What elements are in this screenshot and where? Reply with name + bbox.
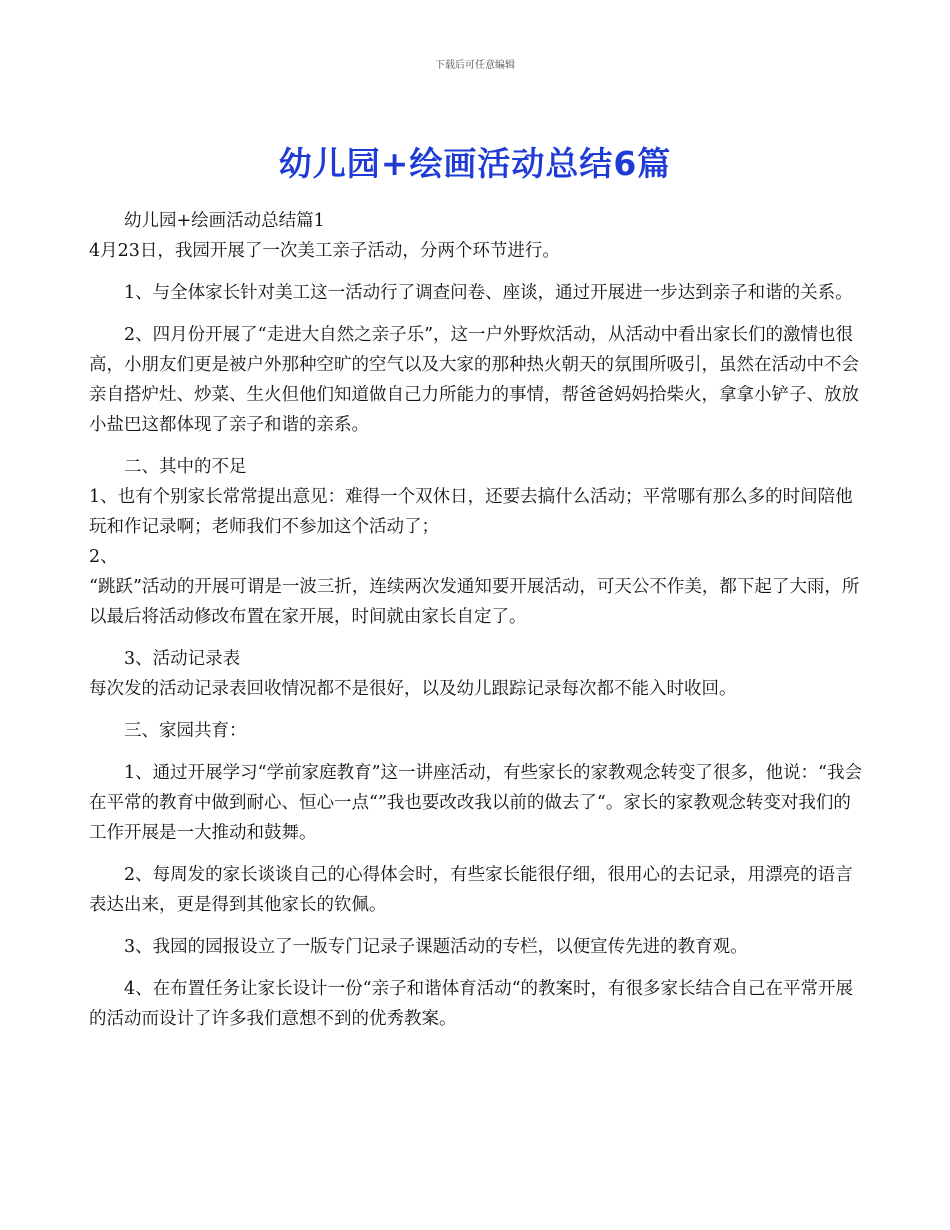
document-body	[89, 206, 865, 1034]
paragraph-item-2: 2、四月份开展了“走进大自然之亲子乐”，这一户外野炊活动，从活动中看出家长们的激情也很高，小朋友们更是被户外那种空旷的空气以及大家的那种热火朝天的氛围所吸引，虽然在活动中不会亲自搭炉灶、炒菜、生火但他们知道做自己力所能力的事情，帮爸爸妈妈拾柴火，拿拿小铲子、放放小盐巴这都体现了亲子和谐的亲系。	[89, 325, 859, 435]
paragraph-coed-3: 3、我园的园报设立了一版专门记录子课题活动的专栏，以便宣传先进的教育观。	[124, 937, 748, 957]
paragraph-coed-2: 2、每周发的家长谈谈自己的心得体会时，有些家长能很仔细，很用心的去记录，用漂亮的语言表达出来，更是得到其他家长的钦佩。	[89, 865, 853, 915]
paragraph-coed-4: 4、在布置任务让家长设计一份“亲子和谐体育活动“的教案时，有很多家长结合自己在平常开展的活动而设计了许多我们意想不到的优秀教案。	[89, 979, 854, 1029]
section-heading-record: 3、活动记录表	[124, 649, 241, 669]
paragraph-shortcoming-2: “跳跃”活动的开展可谓是一波三折，连续两次发通知要开展活动，可天公不作美，都下起了大雨，所以最后将活动修改布置在家开展，时间就由家长自定了。	[89, 577, 860, 627]
paragraph-item-1: 1、与全体家长针对美工这一活动行了调查问卷、座谈，通过开展进一步达到亲子和谐的关系。	[124, 283, 853, 303]
document-title: 幼儿园+绘画活动总结6篇	[278, 144, 672, 183]
section-heading-coeducation: 三、家园共育：	[124, 721, 247, 741]
section-heading-1: 幼儿园+绘画活动总结篇1	[124, 211, 325, 231]
paragraph-shortcoming-2-label: 2、	[89, 547, 118, 567]
paragraph-record: 每次发的活动记录表回收情况都不是很好，以及幼儿跟踪记录每次都不能入时收回。	[89, 679, 737, 699]
paragraph-coed-1: 1、通过开展学习“学前家庭教育”这一讲座活动，有些家长的家教观念转变了很多，他说：“我会在平常的教育中做到耐心、恒心一点“”我也要改改我以前的做去了“。家长的家教观念转变对我们的工作开展是一大推动和鼓舞。	[89, 763, 862, 843]
header-note: 下载后可任意编辑	[435, 60, 515, 71]
section-heading-shortcomings: 二、其中的不足	[124, 457, 247, 477]
paragraph-shortcoming-1: 1、也有个别家长常常提出意见：难得一个双休日，还要去搞什么活动；平常哪有那么多的时间陪他玩和作记录啊；老师我们不参加这个活动了；	[89, 487, 853, 537]
paragraph-date: 4月23日，我园开展了一次美工亲子活动，分两个环节进行。	[89, 241, 560, 261]
